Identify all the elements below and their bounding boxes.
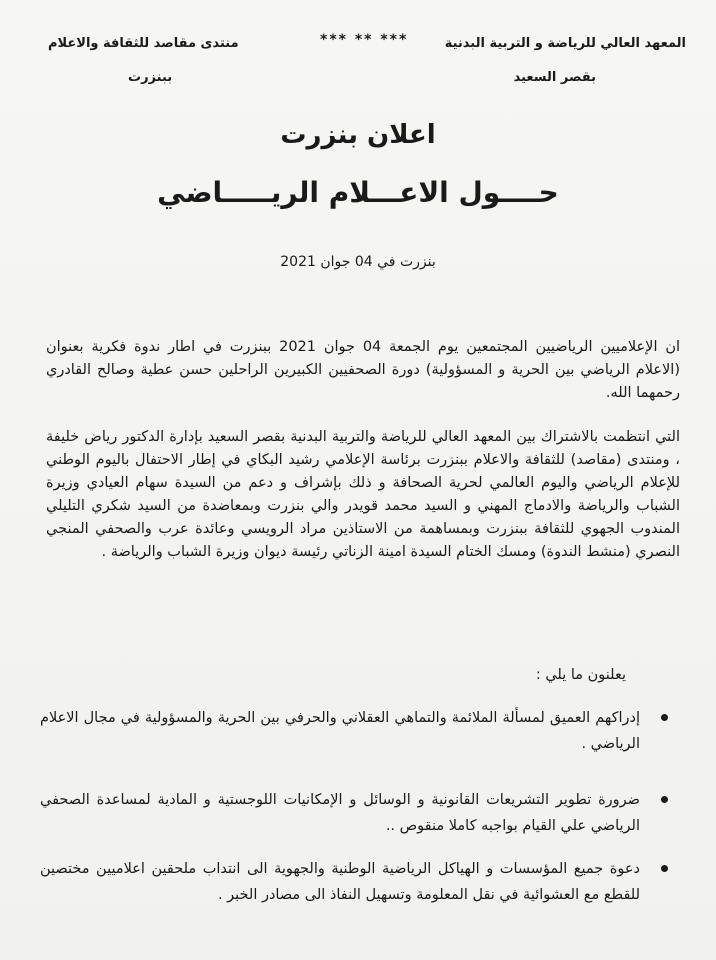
document-date: بنزرت في 04 جوان 2021 xyxy=(280,254,436,270)
institute-location: بقصر السعيد xyxy=(513,70,596,85)
paragraph-opening: ان الإعلاميين الرياضيين المجتمعين يوم الجمعة 04 جوان 2021 ببنزرت في اطار ندوة فكرية بعنوان (الاعلام الرياضي بين الحرية و المسؤولية) دورة الصحفيين الكبيرين الراحلين حسن عطية وصالح القادري رحمهما الله. xyxy=(46,339,681,401)
bullet-icon xyxy=(661,714,668,721)
declaration-item xyxy=(40,705,640,757)
forum-location: ببنزرت xyxy=(128,70,173,85)
paragraph-organizers: التي انتظمت بالاشتراك بين المعهد العالي للرياضة والتربية البدنية بقصر السعيد بإدارة الدكتور رياض خليفة ، ومنتدى (مقاصد) للثقافة والاعلام ببنزرت برئاسة الإعلامي رشيد البكاي في إطار الاحتفال باليوم الوطني للإعلام الرياضي واليوم العالمي لحرية الصحافة و ذلك بإشراف و دعم من السيدة سهام العيادي وزيرة الشباب والرياضة والادماج المهني و السيد محمد قويدر والي بنزرت وبمعاضدة من السيد شكري التليلي المندوب الجهوي للثقافة ببنزرت وبمساهمة من الاستاذين مراد الرويسي وعائدة عرب والصحفي المنجي النصري (منشط الندوة) ومسك الختام السيدة امينة الزناتي رئيسة ديوان وزيرة الشباب والرياضة . xyxy=(46,429,680,560)
declaration-item-text: إدراكهم العميق لمسألة الملائمة والتماهي العقلاني والحرفي بين الحرية والمسؤولية في مجال الاعلام الرياضي . xyxy=(40,710,640,752)
declaration-item-text: دعوة جميع المؤسسات و الهياكل الرياضية الوطنية والجهوية الى انتداب ملحقين اعلاميين مختصين للقطع مع العشوائية في نقل المعلومة وتسهيل النفاذ الى مصادر الخبر . xyxy=(40,861,640,903)
bullet-icon xyxy=(661,796,668,803)
header-stars: *** ** *** xyxy=(320,32,409,48)
document-subtitle: حــــول الاعـــلام الريـــــاضي xyxy=(157,176,559,209)
forum-name: منتدى مقاصد للثقافة والاعلام xyxy=(48,36,239,51)
institute-name: المعهد العالي للرياضة و التربية البدنية xyxy=(444,36,686,51)
declaration-item xyxy=(40,856,640,908)
declaration-item-text: ضرورة تطوير التشريعات القانونية و الوسائل و الإمكانيات اللوجستية و المادية لمساعدة الصحفي الرياضي علي القيام بواجبه كاملا منقوص .. xyxy=(40,792,640,834)
bullet-icon xyxy=(661,865,668,872)
declaration-item xyxy=(40,787,640,839)
declaration-intro: يعلنون ما يلي : xyxy=(535,667,626,683)
document-title: اعلان بنزرت xyxy=(280,120,436,150)
